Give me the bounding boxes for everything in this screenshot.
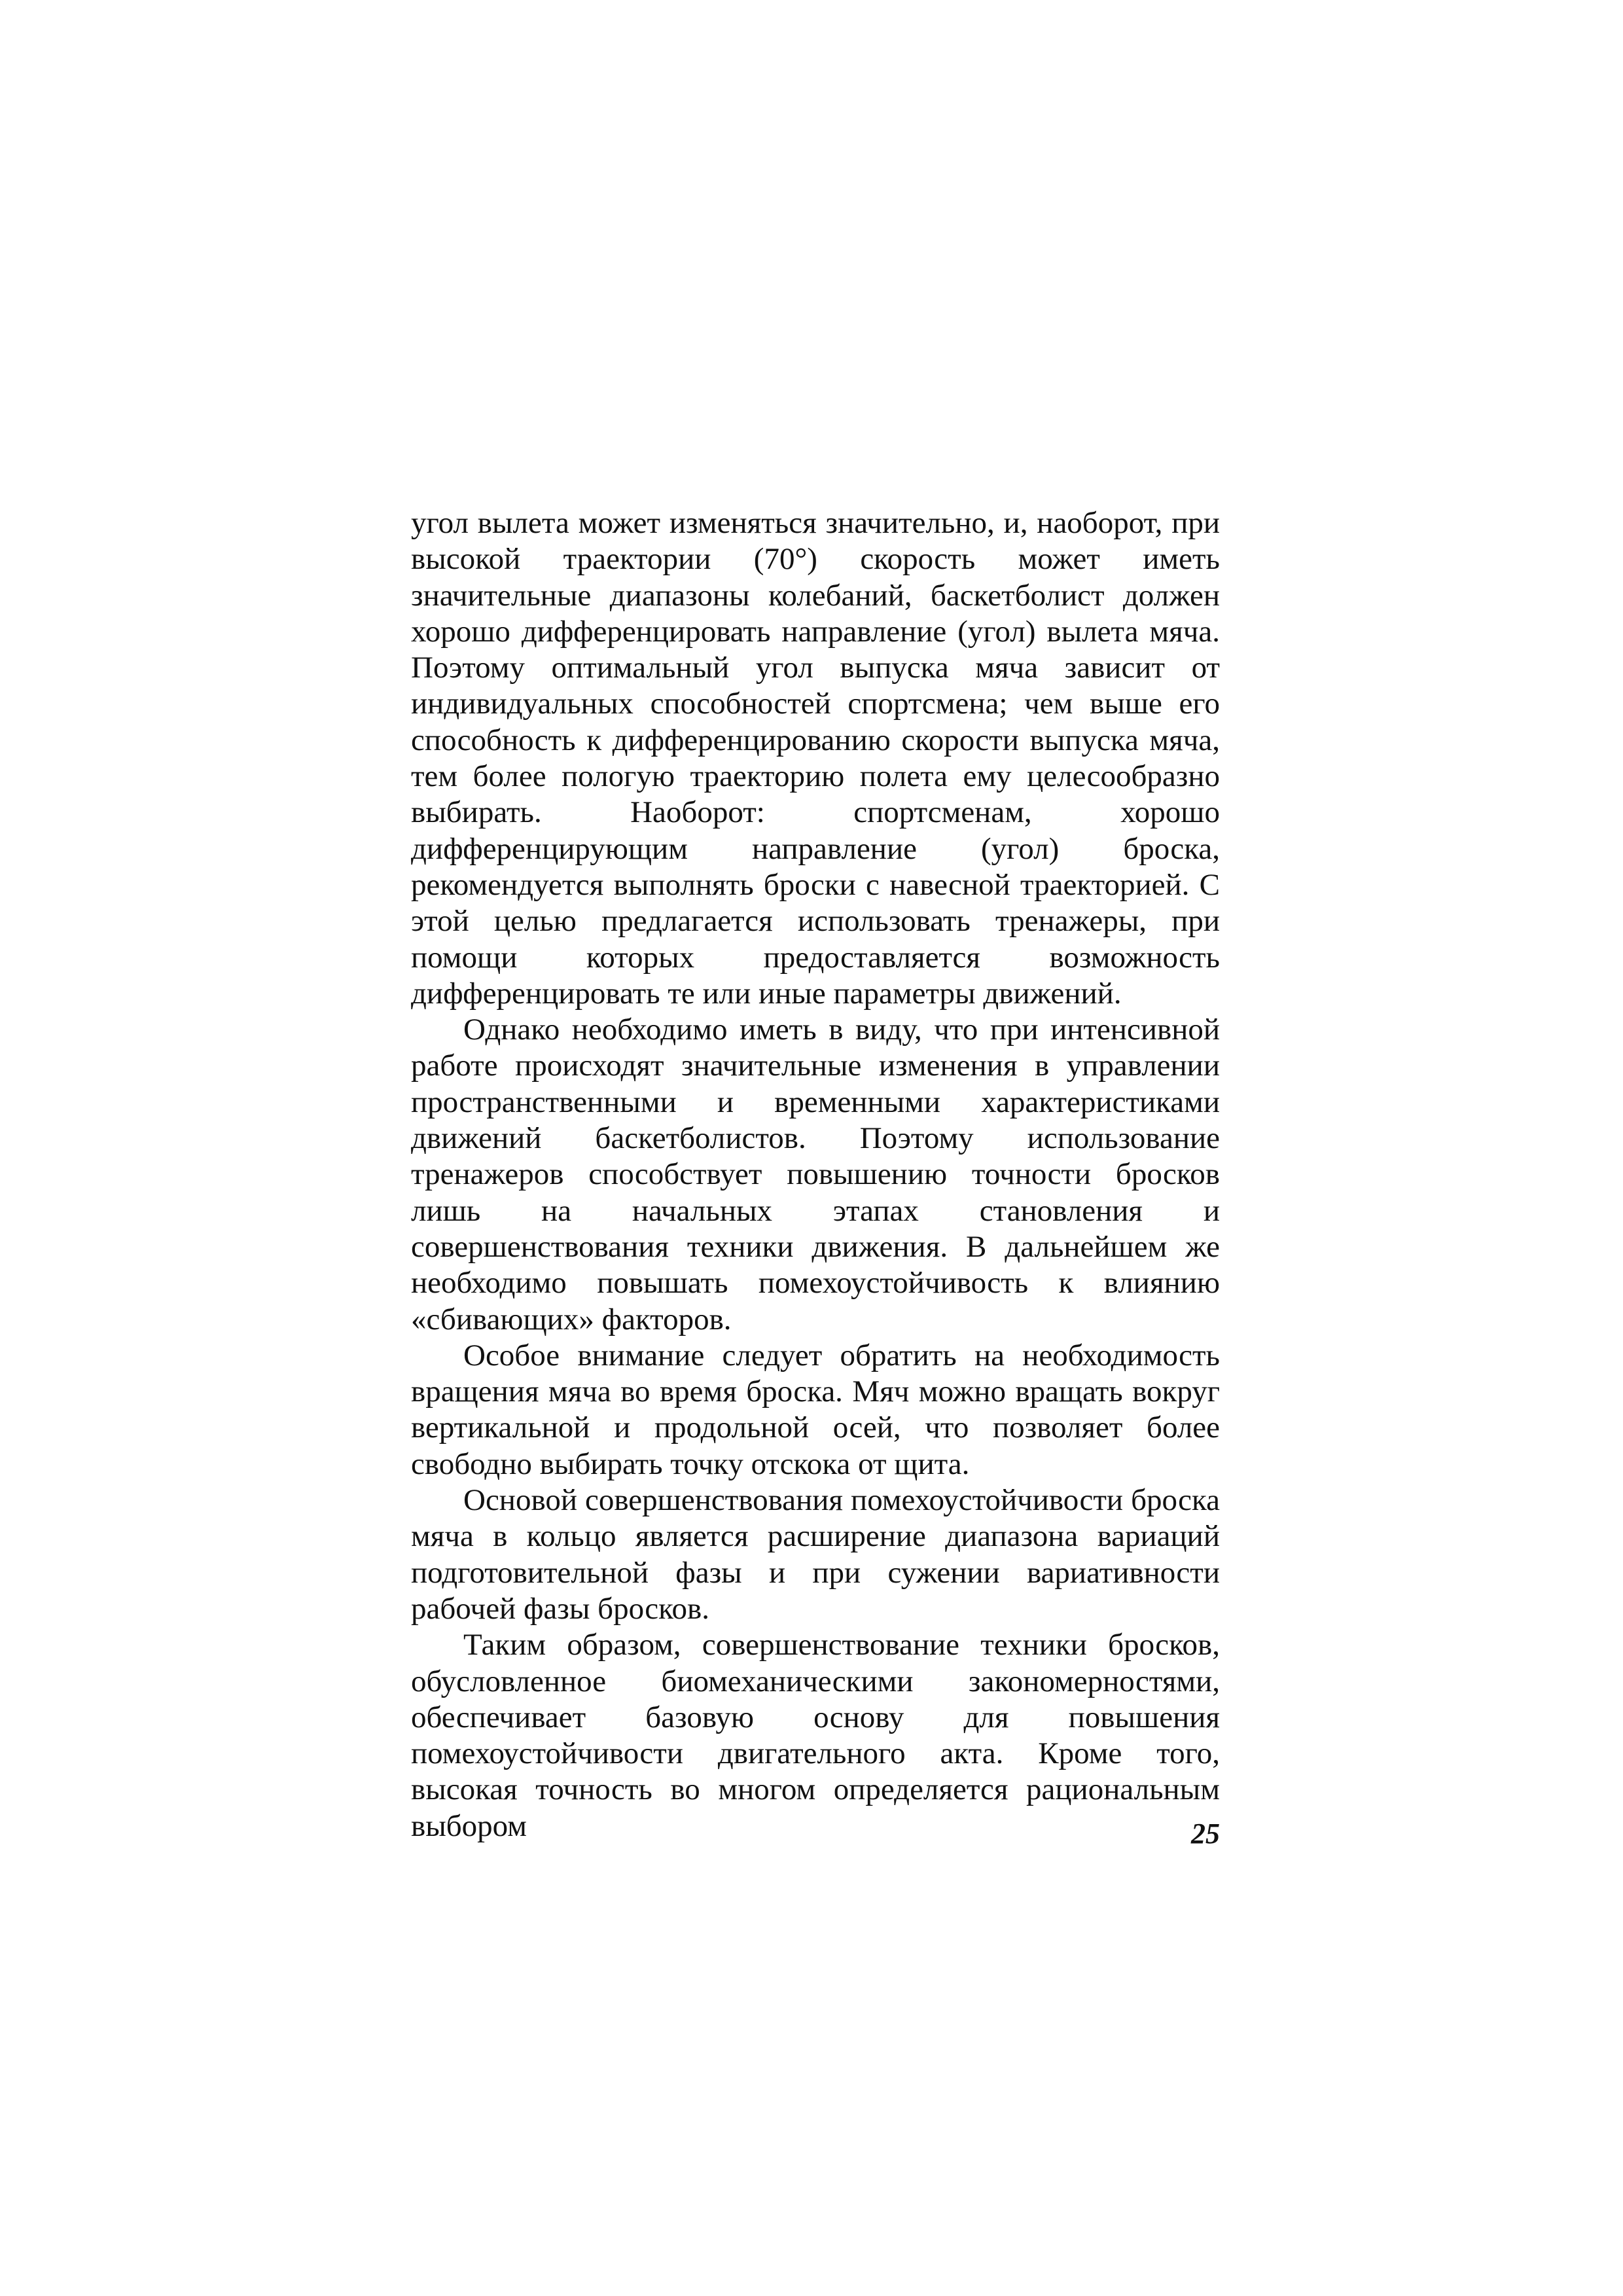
paragraph-4: Основой совершенствования помехоустойчивости броска мяча в кольцо является расширение диапазона вариаций подготовительной фазы и при сужении вариативности рабочей фазы бросков. xyxy=(411,1483,1220,1626)
paragraph-2: Однако необходимо иметь в виду, что при интенсивной работе происходят значительные изменения в управлении пространственными и временными характеристиками движений баскетболистов. Поэтому использование тренажеров способствует повышению точности бросков лишь на начальных этапах становления и совершенствования техники движения. В дальнейшем же необходимо повышать помехоустойчивость к влиянию «сбивающих» факторов. xyxy=(411,1013,1220,1336)
paragraph-5: Таким образом, совершенствование техники бросков, обусловленное биомеханическими закономерностями, обеспечивает базовую основу для повышения помехоустойчивости двигательного акта. Кроме того, высокая точность во многом определяется рациональным выбором xyxy=(411,1628,1220,1843)
paragraph-3: Особое внимание следует обратить на необходимость вращения мяча во время броска. Мяч можно вращать вокруг вертикальной и продольной осей, что позволяет более свободно выбирать точку отскока от щита. xyxy=(411,1338,1220,1481)
page-number: 25 xyxy=(1191,1818,1220,1850)
paragraph-1: угол вылета может изменяться значительно, и, наоборот, при высокой траектории (70°) скорость может иметь значительные диапазоны колебаний, баскетболист должен хорошо дифференцировать направление (угол) вылета мяча. Поэтому оптимальный угол выпуска мяча зависит от индивидуальных способностей спортсмена; чем выше его способность к дифференцированию скорости выпуска мяча, тем более пологую траекторию полета ему целесообразно выбирать. Наоборот: спортсменам, хорошо дифференцирующим направление (угол) броска, рекомендуется выполнять броски с навесной траекторией. С этой целью предлагается использовать тренажеры, при помощи которых предоставляется возможность дифференцировать те или иные параметры движений. xyxy=(411,506,1220,1011)
body-text xyxy=(411,505,1220,1844)
